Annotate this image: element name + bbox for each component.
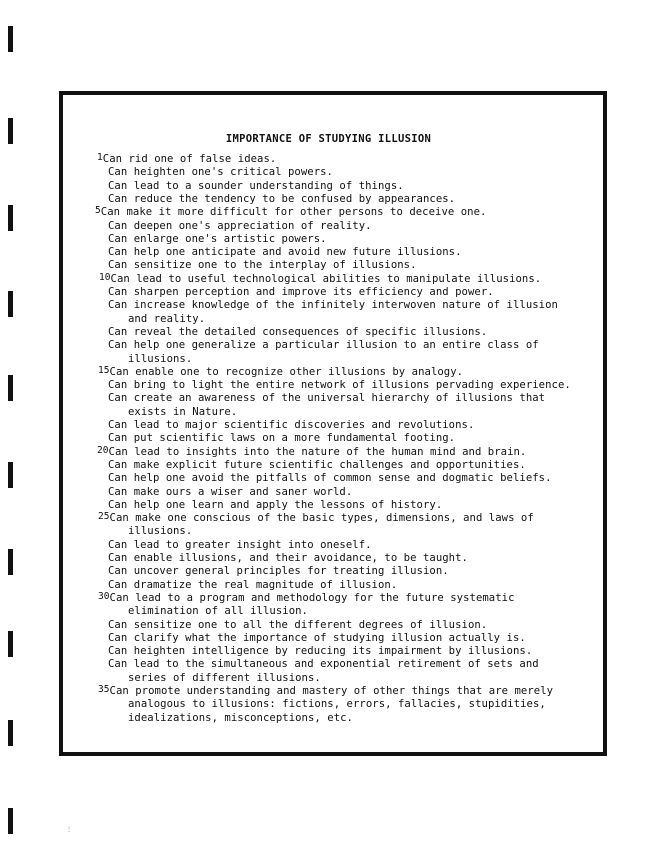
text-line: [108, 539, 372, 552]
line-text: Can lead to major scientific discoveries and revolutions.: [108, 419, 475, 431]
text-line: [97, 153, 276, 166]
text-line: [128, 313, 205, 326]
text-line: [128, 525, 192, 538]
line-text: Can promote understanding and mastery of other things that are merely: [109, 685, 554, 697]
text-line: [108, 193, 455, 206]
binder-mark: [8, 720, 13, 746]
line-text: Can create an awareness of the universal hierarchy of illusions that: [108, 392, 546, 405]
line-text: Can make one conscious of the basic types, dimensions, and laws of: [109, 512, 534, 525]
binder-mark: [8, 808, 13, 834]
line-text: Can lead to a program and methodology for the future systematic: [109, 591, 515, 604]
text-line: [108, 339, 539, 352]
line-text: Can sharpen perception and improve its efficiency and power.: [108, 286, 494, 298]
text-line: [98, 685, 553, 698]
line-number: 5: [95, 205, 101, 217]
text-line: [108, 552, 468, 565]
line-text: Can increase knowledge of the infinitely interwoven nature of illusion: [108, 299, 558, 312]
binder-mark: [8, 462, 13, 488]
line-text: Can sensitize one to the interplay of illusions.: [108, 259, 417, 272]
line-text: series of different illusions.: [128, 671, 321, 684]
binder-mark: [8, 26, 13, 52]
line-text: Can help one avoid the pitfalls of common sense and dogmatic beliefs.: [108, 472, 552, 485]
line-text: Can lead to a sounder understanding of things.: [108, 179, 404, 192]
binder-mark: [8, 549, 13, 575]
page-title: IMPORTANCE OF STUDYING ILLUSION: [225, 133, 432, 145]
text-line: [108, 259, 417, 272]
text-line: [108, 299, 558, 312]
text-line: [108, 233, 327, 246]
line-text: illusions.: [128, 352, 193, 365]
text-line: [108, 180, 404, 193]
text-line: [95, 206, 486, 219]
text-line: [108, 645, 532, 658]
text-line: [108, 499, 442, 512]
line-text: Can help one learn and apply the lessons of history.: [108, 498, 443, 511]
text-line: [99, 273, 541, 286]
text-line: [108, 392, 545, 405]
line-number: 15: [98, 364, 110, 376]
line-text: Can make ours a wiser and saner world.: [108, 485, 353, 498]
text-line: [108, 286, 494, 299]
text-line: [108, 579, 397, 592]
line-number: 20: [97, 444, 109, 456]
text-line: [108, 658, 539, 671]
text-line: [128, 672, 321, 685]
line-text: elimination of all illusion.: [128, 605, 308, 618]
line-text: Can make it more difficult for other persons to deceive one.: [100, 206, 487, 219]
line-number: 25: [98, 511, 110, 523]
text-line: [108, 459, 526, 472]
text-line: [108, 432, 455, 445]
text-line: [108, 419, 474, 432]
text-line: [128, 605, 308, 618]
text-line: [108, 472, 552, 485]
line-text: Can bring to light the entire network of illusions pervading experience.: [108, 379, 571, 392]
line-text: idealizations, misconceptions, etc.: [128, 711, 353, 724]
line-text: and reality.: [128, 312, 206, 325]
line-text: Can lead to useful technological abilities to manipulate illusions.: [110, 272, 542, 285]
line-text: Can help one generalize a particular illusion to an entire class of: [108, 339, 539, 352]
line-number: 35: [98, 684, 110, 695]
line-text: exists in Nature.: [128, 405, 238, 418]
line-text: Can lead to insights into the nature of the human mind and brain.: [108, 445, 527, 458]
line-text: Can uncover general principles for treating illusion.: [108, 565, 449, 578]
text-line: [128, 698, 546, 711]
line-text: Can heighten one's critical powers.: [108, 166, 333, 179]
binder-mark: [8, 205, 13, 231]
binder-mark: [8, 631, 13, 657]
text-line: [108, 246, 462, 259]
line-number: 10: [99, 271, 111, 283]
text-line: [108, 220, 372, 233]
text-line: [97, 446, 526, 459]
line-text: Can enable one to recognize other illusions by analogy.: [109, 365, 464, 378]
binder-mark: [8, 375, 13, 401]
line-text: Can rid one of false ideas.: [102, 153, 277, 165]
text-line: [108, 619, 487, 632]
line-text: Can dramatize the real magnitude of illusion.: [108, 578, 398, 591]
line-text: analogous to illusions: fictions, errors, fallacies, stupidities,: [128, 698, 546, 711]
line-text: Can make explicit future scientific challenges and opportunities.: [108, 458, 526, 471]
line-text: Can enlarge one's artistic powers.: [108, 232, 327, 245]
line-text: Can reduce the tendency to be confused by appearances.: [108, 192, 456, 205]
text-line: [108, 379, 571, 392]
line-text: Can help one anticipate and avoid new future illusions.: [108, 246, 462, 259]
binder-mark: [8, 291, 13, 317]
line-text: Can put scientific laws on a more fundamental footing.: [108, 432, 456, 445]
line-text: Can reveal the detailed consequences of specific illusions.: [108, 325, 488, 338]
line-text: Can heighten intelligence by reducing its impairment by illusions.: [108, 645, 533, 658]
text-line: [98, 592, 515, 605]
line-number: 1: [97, 152, 103, 163]
text-line: [108, 565, 449, 578]
text-line: [128, 406, 237, 419]
text-line: [108, 632, 526, 645]
line-text: Can enable illusions, and their avoidance, to be taught.: [108, 552, 468, 564]
line-text: Can sensitize one to all the different degrees of illusion.: [108, 618, 488, 631]
text-line: [108, 326, 487, 339]
line-text: Can lead to greater insight into oneself.: [108, 538, 372, 551]
text-line: [108, 486, 352, 499]
scan-mark: ⋮: [66, 826, 72, 833]
line-text: illusions.: [128, 525, 193, 538]
line-text: Can deepen one's appreciation of reality.: [108, 219, 372, 232]
text-line: [108, 166, 333, 179]
text-line: [128, 353, 192, 366]
line-text: Can clarify what the importance of studying illusion actually is.: [108, 631, 526, 644]
line-text: Can lead to the simultaneous and exponential retirement of sets and: [108, 658, 539, 671]
text-line: [98, 366, 463, 379]
text-line: [128, 712, 353, 725]
line-number: 30: [98, 590, 110, 602]
text-line: [98, 512, 534, 525]
